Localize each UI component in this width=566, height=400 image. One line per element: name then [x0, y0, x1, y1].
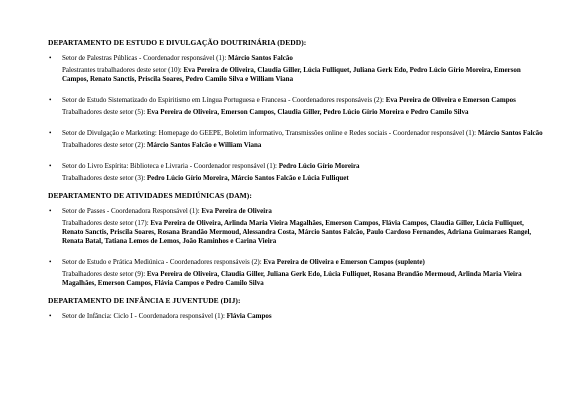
sector-passes [48, 207, 544, 246]
department-dij [48, 296, 544, 321]
sector-description: Setor de Infância: Ciclo I - Coordenadora responsável (1): [62, 312, 227, 320]
sector-description: Setor de Divulgação e Marketing: Homepage do GEEPE, Boletim informativo, Transmissões online e Redes sociais - Coordenador responsável (1): [62, 129, 478, 137]
sector-coordinator-line [62, 207, 544, 216]
workers-label: Trabalhadores deste setor (9): [62, 270, 147, 278]
worker-names: Eva Pereira de Oliveira, Emerson Campos, Claudia Giller, Pedro Lúcio Gírio Moreira e Pedro Camilo Silva [146, 108, 469, 116]
sector-estudo-pratica-mediunica [48, 258, 544, 288]
sector-coordinator-line [62, 129, 544, 138]
coordinator-names: Eva Pereira de Oliveira e Emerson Campos [385, 96, 516, 104]
department-heading: DEPARTAMENTO DE ATIVIDADES MEDIÚNICAS (DAM): [48, 191, 252, 200]
sector-description: Setor de Palestras Públicas - Coordenador responsável (1): [62, 54, 229, 62]
sector-list [48, 312, 544, 321]
sector-description: Setor de Passes - Coordenadora Responsável (1): [62, 207, 202, 215]
workers-label: Trabalhadores deste setor (3): [62, 174, 147, 182]
sector-list [48, 54, 544, 183]
sector-coordinator-line [62, 312, 544, 321]
worker-names: Eva Pereira de Oliveira, Arlinda Maria Vieira Magalhães, Emerson Campos, Flávia Campos, Claudia Giller, Lúcia Fulliquet, Renato Sanctis, Priscila Soares, Rosana Brandão Mermoud, Alessandra Costa, Márcio Santos Falcão, Paulo Cardoso Fernandes, Adriana Guimaraes Rangel, Renata Batal, Tatiana Lemos de Lemos, João Raminhos e Carina Vieira [62, 219, 532, 245]
sector-coordinator-line [62, 96, 544, 105]
sector-description: Setor de Estudo e Prática Mediúnica - Coordenadores responsáveis (2): [62, 258, 264, 266]
sector-workers-line [62, 174, 544, 183]
worker-names: Pedro Lúcio Gírio Moreira, Márcio Santos Falcão e Lúcia Fulliquet [146, 174, 349, 182]
sector-workers-line [62, 270, 544, 288]
coordinator-names: Flávia Campos [226, 312, 272, 320]
sector-description: Setor do Livro Espírita: Biblioteca e Livraria - Coordenador responsável (1): [62, 162, 279, 170]
sector-estudo-sistematizado [48, 96, 544, 117]
coordinator-names: Eva Pereira de Oliveira e Emerson Campos (suplente) [263, 258, 425, 266]
coordinator-names: Márcio Santos Falcão [477, 129, 543, 137]
sector-description: Setor de Estudo Sistematizado do Espiritismo em Língua Portuguesa e Francesa - Coordenadores responsáveis (2): [62, 96, 386, 104]
worker-names: Eva Pereira de Oliveira, Claudia Giller, Lúcia Fulliquet, Juliana Gerk Edo, Pedro Lúcio Gírio Moreira, Emerson Campos, Renato Sanctis, Priscila Soares, Pedro Camilo Silva e William Viana [62, 66, 521, 83]
department-dedd [48, 38, 544, 183]
worker-names: Eva Pereira de Oliveira, Claudia Giller, Juliana Gerk Edo, Lúcia Fulliquet, Rosana Brandão Mermoud, Arlinda Maria Vieira Magalhães, Emerson Campos, Flávia Campos e Pedro Camilo Silva [62, 270, 522, 287]
sector-coordinator-line [62, 258, 544, 267]
coordinator-names: Márcio Santos Falcão [228, 54, 293, 62]
department-heading: DEPARTAMENTO DE INFÂNCIA E JUVENTUDE (DIJ): [48, 296, 241, 305]
sector-workers-line [62, 219, 544, 246]
worker-names: Márcio Santos Falcão e William Viana [146, 141, 262, 149]
sector-workers-line [62, 141, 544, 150]
workers-label: Trabalhadores deste setor (5): [62, 108, 147, 116]
document-content [48, 38, 544, 333]
sector-coordinator-line [62, 162, 544, 171]
workers-label: Palestrantes trabalhadores deste setor (10): [62, 66, 184, 74]
sector-livro-espirita [48, 162, 544, 183]
sector-workers-line [62, 66, 544, 84]
workers-label: Trabalhadores deste setor (2): [62, 141, 147, 149]
coordinator-names: Pedro Lúcio Gírio Moreira [278, 162, 360, 170]
department-dam [48, 191, 544, 288]
sector-coordinator-line [62, 54, 544, 63]
sector-workers-line [62, 108, 544, 117]
workers-label: Trabalhadores deste setor (17): [62, 219, 151, 227]
sector-divulgacao-marketing [48, 129, 544, 150]
sector-palestras-publicas [48, 54, 544, 84]
sector-infancia [48, 312, 544, 321]
coordinator-names: Eva Pereira de Oliveira [201, 207, 272, 215]
department-heading: DEPARTAMENTO DE ESTUDO E DIVULGAÇÃO DOUTRINÁRIA (DEDD): [48, 38, 307, 47]
sector-list [48, 207, 544, 288]
